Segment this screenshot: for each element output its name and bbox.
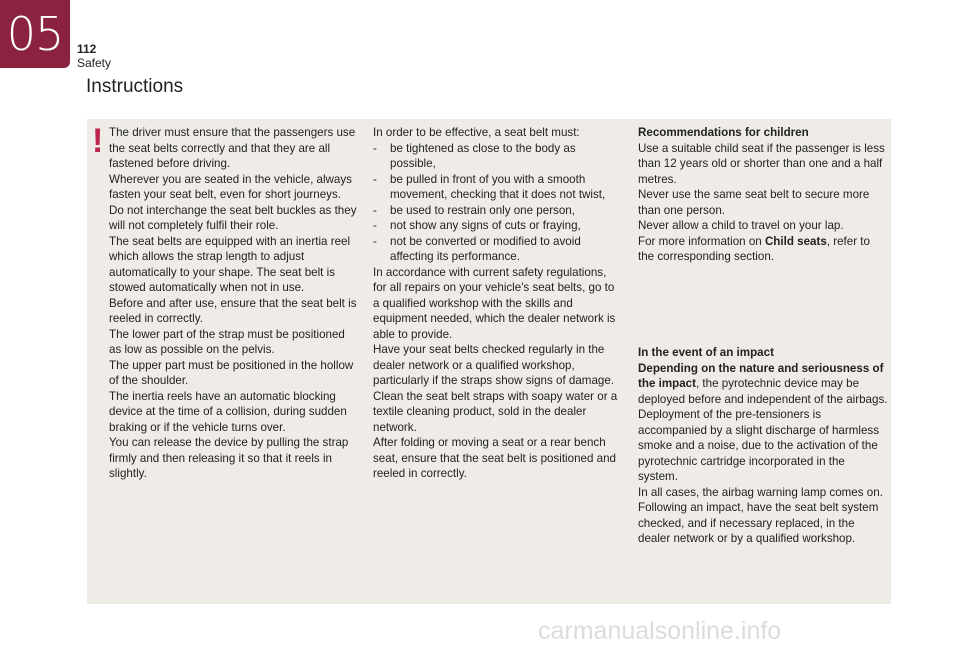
list-item: - be tightened as close to the body as possible,	[373, 141, 621, 172]
paragraph-child-seats	[638, 234, 888, 265]
watermark: carmanualsonline.info	[538, 617, 782, 645]
page-number: 112	[77, 42, 97, 56]
list-item: - be used to restrain only one person,	[373, 203, 621, 219]
impact-bold-lead: Depending on the nature and seriousness of the impact	[638, 361, 884, 390]
paragraph: The lower part of the strap must be positioned as low as possible on the pelvis.	[109, 327, 345, 356]
paragraph: After folding or moving a seat or a rear bench seat, ensure that the seat belt is positioned and reeled in correctly.	[373, 436, 616, 480]
paragraph: The upper part must be positioned in the hollow of the shoulder.	[109, 358, 354, 387]
text: For more information on	[638, 234, 765, 248]
list-item: - not be converted or modified to avoid affecting its performance.	[373, 234, 621, 265]
text: , the pyrotechnic device may be deployed before and independent of the airbags. Deployment of the pre-tensioners is accompanied by a slight discharge of harmless smoke and a noise, due to the activation of the pyrotechnic cartridge incorporated in the system.	[638, 377, 888, 483]
paragraph: Use a suitable child seat if the passenger is less than 12 years old or shorter than one and a half metres.	[638, 141, 885, 186]
paragraph: The driver must ensure that the passengers use the seat belts correctly and that they are all fastened before driving.	[109, 126, 356, 170]
paragraph: In all cases, the airbag warning lamp comes on.	[638, 485, 883, 499]
paragraph: Have your seat belts checked regularly in the dealer network or a qualified workshop, particularly if the straps show signs of damage.	[373, 343, 615, 387]
column-seat-belt-general	[109, 125, 357, 482]
paragraph: Following an impact, have the seat belt system checked, and if necessary replaced, in the dealer network or by a qualified workshop.	[638, 501, 879, 545]
column-seat-belt-requirements	[373, 125, 621, 482]
section-name: Safety	[77, 56, 112, 70]
paragraph: Wherever you are seated in the vehicle, always fasten your seat belt, even for short journeys.	[109, 172, 352, 201]
paragraph: Do not interchange the seat belt buckles as they will not completely fulfil their role.	[109, 203, 357, 232]
impact-heading: In the event of an impact	[638, 346, 774, 359]
paragraph: In accordance with current safety regulations, for all repairs on your vehicle's seat belts, go to a qualified workshop with the skills and equipment needed, which the dealer network is able to provide.	[373, 265, 616, 341]
column-children-recommendations	[638, 125, 888, 265]
paragraph: Before and after use, ensure that the seat belt is reeled in correctly.	[109, 296, 357, 325]
exclamation-mark-icon: !	[92, 122, 104, 160]
child-seats-reference: Child seats	[764, 234, 827, 248]
children-heading: Recommendations for children	[638, 126, 809, 139]
list-item: - not show any signs of cuts or fraying,	[373, 218, 621, 234]
requirements-list	[373, 141, 621, 265]
chapter-tab: 05	[0, 0, 70, 68]
text: , refer to the corresponding section.	[638, 234, 870, 263]
paragraph: You can release the device by pulling the strap firmly and then releasing it so that it reels in slightly.	[109, 436, 349, 480]
list-intro: In order to be effective, a seat belt must:	[373, 126, 580, 139]
paragraph: The seat belts are equipped with an inertia reel which allows the strap length to adjust automatically to your shape. The seat belt is stowed automatically when not in use.	[109, 234, 351, 294]
paragraph: Never use the same seat belt to secure more than one person.	[638, 188, 870, 217]
paragraph: Never allow a child to travel on your lap.	[638, 219, 844, 232]
list-item: - be pulled in front of you with a smooth movement, checking that it does not twist,	[373, 172, 621, 203]
paragraph: The inertia reels have an automatic blocking device at the time of a collision, during sudden braking or if the vehicle turns over.	[109, 389, 347, 434]
page-title: Instructions	[86, 76, 184, 97]
column-impact	[638, 345, 888, 547]
paragraph: Clean the seat belt straps with soapy water or a textile cleaning product, sold in the dealer network.	[373, 389, 618, 434]
paragraph-impact	[638, 361, 888, 485]
